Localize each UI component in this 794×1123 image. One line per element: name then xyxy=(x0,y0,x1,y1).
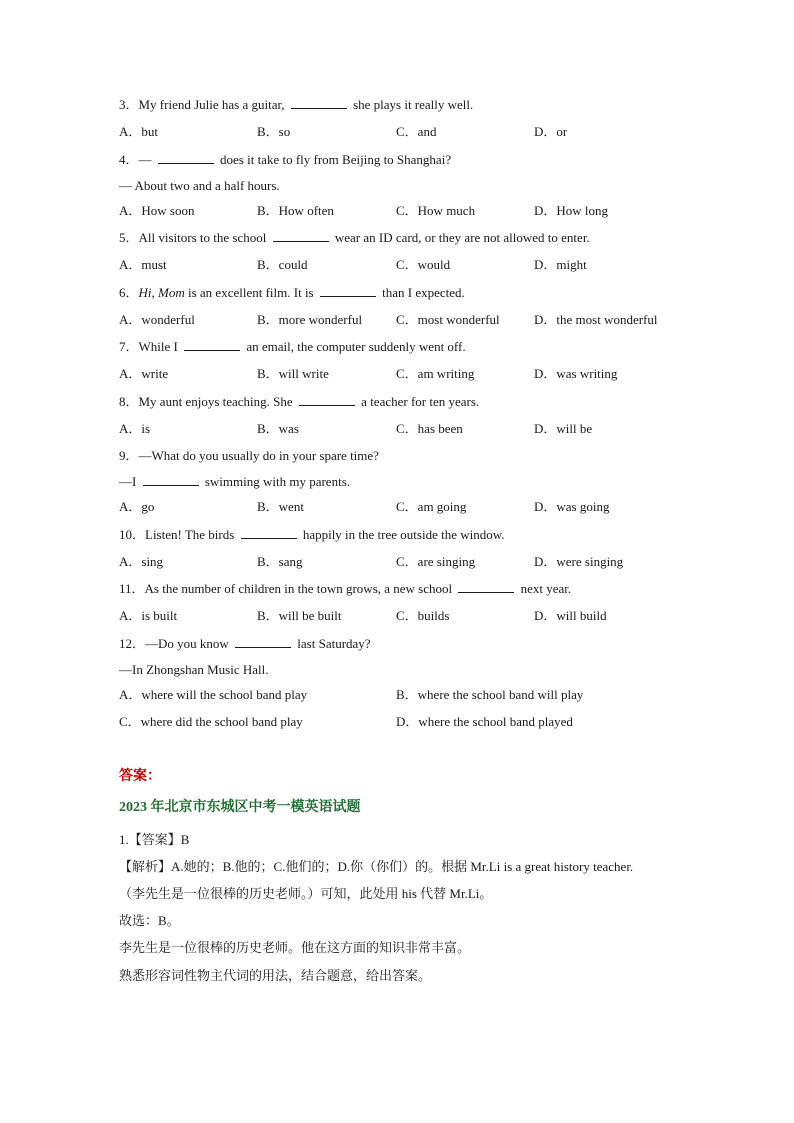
question-text: swimming with my parents. xyxy=(201,474,351,489)
option-b: B．went xyxy=(257,499,304,514)
question-10 xyxy=(119,527,505,543)
option-b: B．will be built xyxy=(257,608,342,623)
section-title: 2023 年北京市东城区中考一模英语试题 xyxy=(119,800,361,815)
answer-blank xyxy=(143,474,199,486)
question-11 xyxy=(119,581,571,597)
option-a: A．sing xyxy=(119,554,164,569)
option-d: D．will build xyxy=(534,608,607,623)
answer-blank xyxy=(273,230,329,242)
question-text: happily in the tree outside the window. xyxy=(299,527,505,542)
answer-blank xyxy=(184,339,240,351)
option-b: B．How often xyxy=(257,203,334,218)
analysis-line-1: 【解析】A.她的；B.他的；C.他们的；D.你（你们）的。根据 Mr.Li is a great history teacher. xyxy=(119,859,634,874)
question-text: next year. xyxy=(517,581,572,596)
answer-blank xyxy=(291,97,347,109)
question-8 xyxy=(119,394,479,410)
option-c: C．would xyxy=(396,257,451,272)
option-b: B．more wonderful xyxy=(257,312,363,327)
question-text: 6． xyxy=(119,285,139,300)
question-text: she plays it really well. xyxy=(349,97,474,112)
choice-line: 故选：B。 xyxy=(119,913,180,928)
question-text: last Saturday? xyxy=(294,636,371,651)
question-text: 12．—Do you know xyxy=(119,636,233,651)
question-text: wear an ID card, or they are not allowed to enter. xyxy=(331,230,590,245)
film-title: Hi, Mom xyxy=(138,285,185,300)
answer-label: 答案： xyxy=(119,769,161,784)
question-text: a teacher for ten years. xyxy=(357,394,480,409)
question-text: —I xyxy=(119,474,140,489)
option-a: A．is built xyxy=(119,608,178,623)
option-d: D．was writing xyxy=(534,366,618,381)
question-text: 10．Listen! The birds xyxy=(119,527,238,542)
option-c: C．How much xyxy=(396,203,476,218)
dialog-line xyxy=(119,474,350,490)
option-d: D．or xyxy=(534,124,568,139)
option-a: A．where will the school band play xyxy=(119,687,308,702)
answer-blank xyxy=(320,285,376,297)
option-b: B．sang xyxy=(257,554,303,569)
question-3 xyxy=(119,97,473,113)
option-c: C．and xyxy=(396,124,437,139)
option-d: D．where the school band played xyxy=(396,714,573,729)
option-d: D．might xyxy=(534,257,587,272)
option-a: A．go xyxy=(119,499,155,514)
question-text: 4．— xyxy=(119,152,155,167)
question-text: does it take to fly from Beijing to Shanghai? xyxy=(216,152,452,167)
option-b: B．where the school band will play xyxy=(396,687,584,702)
question-5 xyxy=(119,230,590,246)
option-c: C．am going xyxy=(396,499,467,514)
option-b: B．was xyxy=(257,421,299,436)
question-12 xyxy=(119,636,371,652)
question-7 xyxy=(119,339,466,355)
option-c: C．are singing xyxy=(396,554,476,569)
question-text: 3．My friend Julie has a guitar, xyxy=(119,97,288,112)
option-b: B．could xyxy=(257,257,308,272)
translation-line: 李先生是一位很棒的历史老师。他在这方面的知识非常丰富。 xyxy=(119,940,471,955)
answer-blank xyxy=(158,152,214,164)
option-a: A．How soon xyxy=(119,203,195,218)
question-4 xyxy=(119,152,451,168)
option-c: C．builds xyxy=(396,608,450,623)
question-text: an email, the computer suddenly went off. xyxy=(243,339,466,354)
analysis-line-2: （李先生是一位很棒的历史老师。）可知，此处用 his 代替 Mr.Li。 xyxy=(119,886,493,901)
option-c: C．where did the school band play xyxy=(119,714,303,729)
option-d: D．the most wonderful xyxy=(534,312,658,327)
answer-blank xyxy=(299,394,355,406)
option-d: D．was going xyxy=(534,499,610,514)
option-c: C．most wonderful xyxy=(396,312,500,327)
answer-blank xyxy=(458,581,514,593)
dialog-line: —In Zhongshan Music Hall. xyxy=(119,662,269,677)
question-text: than I expected. xyxy=(378,285,465,300)
option-b: B．will write xyxy=(257,366,329,381)
option-b: B．so xyxy=(257,124,291,139)
question-9: 9．—What do you usually do in your spare time? xyxy=(119,448,379,463)
question-text: 8．My aunt enjoys teaching. She xyxy=(119,394,296,409)
question-6 xyxy=(119,285,465,301)
answer-q1: 1.【答案】B xyxy=(119,832,190,847)
option-a: A．write xyxy=(119,366,169,381)
option-c: C．am writing xyxy=(396,366,475,381)
option-a: A．must xyxy=(119,257,167,272)
question-text: is an excellent film. It is xyxy=(184,285,317,300)
question-text: 5．All visitors to the school xyxy=(119,230,270,245)
summary-line: 熟悉形容词性物主代词的用法，结合题意，给出答案。 xyxy=(119,968,432,983)
answer-blank xyxy=(241,527,297,539)
option-a: A．but xyxy=(119,124,159,139)
answer-blank xyxy=(235,636,291,648)
option-d: D．How long xyxy=(534,203,609,218)
option-d: D．will be xyxy=(534,421,593,436)
option-a: A．is xyxy=(119,421,151,436)
dialog-line: — About two and a half hours. xyxy=(119,178,280,193)
option-d: D．were singing xyxy=(534,554,624,569)
question-text: 11．As the number of children in the town grows, a new school xyxy=(119,581,456,596)
option-a: A．wonderful xyxy=(119,312,195,327)
option-c: C．has been xyxy=(396,421,463,436)
question-text: 7．While I xyxy=(119,339,182,354)
